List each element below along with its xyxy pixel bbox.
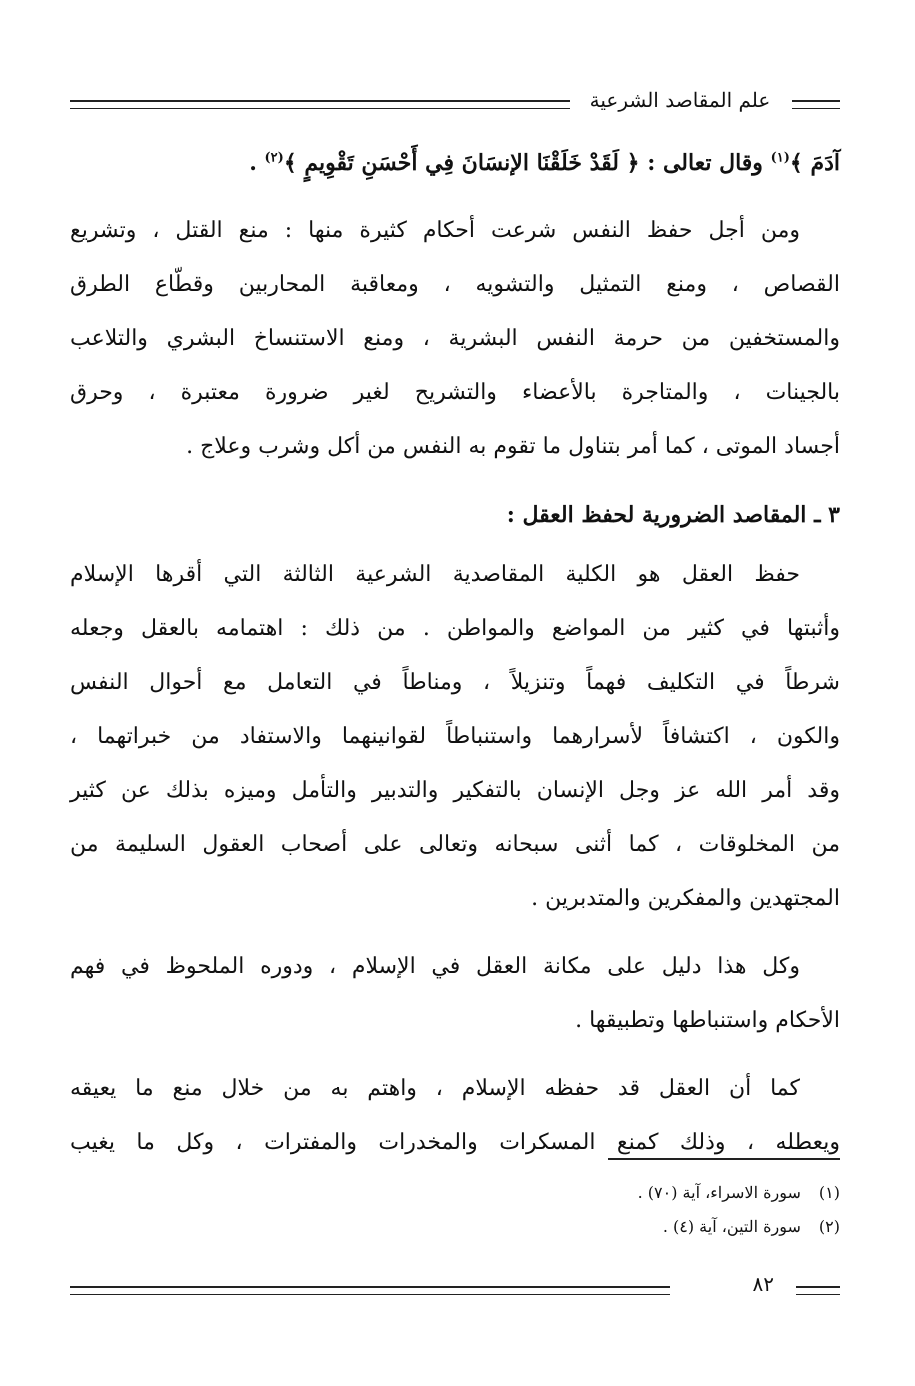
paragraph-protection-of-intellect	[70, 1062, 840, 1170]
verse-fragment: آدَمَ ﴾	[789, 150, 840, 176]
text-line: من المخلوقات ، كما أثنى سبحانه وتعالى على أصحاب العقول السليمة من	[70, 832, 840, 857]
footnote-2	[480, 1210, 840, 1244]
body-text	[70, 136, 840, 1170]
text-line: كما أن العقل قد حفظه الإسلام ، واهتم به من خلال منع ما يعيقه	[70, 1076, 800, 1101]
footnote-text: سورة الاسراء، آية (٧٠) .	[637, 1183, 801, 1202]
text-line: شرطاً في التكليف فهماً وتنزيلاً ، ومناطاً في التعامل مع أحوال النفس	[70, 670, 840, 695]
verse-quote: وقال تعالى : ﴿ لَقَدْ خَلَقْنَا الإنسَانَ فِي أَحْسَنِ تَقْوِيمٍ ﴾	[283, 150, 771, 176]
text-line: بالجينات ، والمتاجرة بالأعضاء والتشريح لغير ضرورة معتبرة ، وحرق	[70, 380, 840, 405]
text-line: وكل هذا دليل على مكانة العقل في الإسلام ، ودوره الملحوظ في فهم	[70, 954, 800, 979]
footnote-ref-2: (٢)	[264, 150, 284, 166]
verse-line	[70, 136, 840, 190]
footnote-separator	[608, 1158, 840, 1160]
footnote-number: (٢)	[818, 1217, 840, 1236]
footnote-ref-1: (١)	[770, 150, 790, 166]
running-header	[70, 86, 840, 126]
text-line: المجتهدين والمفكرين والمتدبرين .	[531, 886, 840, 911]
text-line: ويعطله ، وذلك كمنع المسكرات والمخدرات والمفترات ، وكل ما يغيب	[70, 1130, 840, 1155]
page-number: ٨٢	[752, 1272, 774, 1296]
footer-double-rule-left	[70, 1286, 670, 1295]
header-double-rule-left	[70, 100, 570, 109]
header-double-rule-right	[792, 100, 840, 109]
footnote-1	[480, 1176, 840, 1210]
header-title: علم المقاصد الشرعية	[589, 88, 771, 112]
verse-end: .	[249, 150, 265, 176]
section-heading: ٣ ـ المقاصد الضرورية لحفظ العقل :	[506, 502, 840, 528]
text-line: القصاص ، ومنع التمثيل والتشويه ، ومعاقبة المحاربين وقطّاع الطرق	[70, 272, 840, 297]
footnote-number: (١)	[818, 1183, 840, 1202]
paragraph-status-of-intellect	[70, 940, 840, 1048]
text-line: وأثبتها في كثير من المواضع والمواطن . من ذلك : اهتمامه بالعقل وجعله	[70, 616, 840, 641]
text-line: والكون ، اكتشافاً لأسرارهما واستنباطاً لقوانينهما والاستفاد من خبراتهما ،	[70, 724, 840, 749]
page-footer	[70, 1272, 840, 1312]
text-line: الأحكام واستنباطها وتطبيقها .	[575, 1008, 840, 1033]
text-line: أجساد الموتى ، كما أمر بتناول ما تقوم به النفس من أكل وشرب وعلاج .	[186, 434, 840, 459]
footnote-text: سورة التين، آية (٤) .	[662, 1217, 801, 1236]
text-line: ومن أجل حفظ النفس شرعت أحكام كثيرة منها : منع القتل ، وتشريع	[70, 218, 800, 243]
text-line: حفظ العقل هو الكلية المقاصدية الشرعية الثالثة التي أقرها الإسلام	[70, 562, 800, 587]
text-line: وقد أمر الله عز وجل الإنسان بالتفكير والتدبير والتأمل وميزه بذلك عن كثير	[70, 778, 840, 803]
paragraph-preserving-life	[70, 204, 840, 474]
paragraph-preserving-intellect	[70, 548, 840, 926]
footer-double-rule-right	[796, 1286, 840, 1295]
text-line: والمستخفين من حرمة النفس البشرية ، ومنع الاستنساخ البشري والتلاعب	[70, 326, 840, 351]
footnotes	[480, 1176, 840, 1244]
